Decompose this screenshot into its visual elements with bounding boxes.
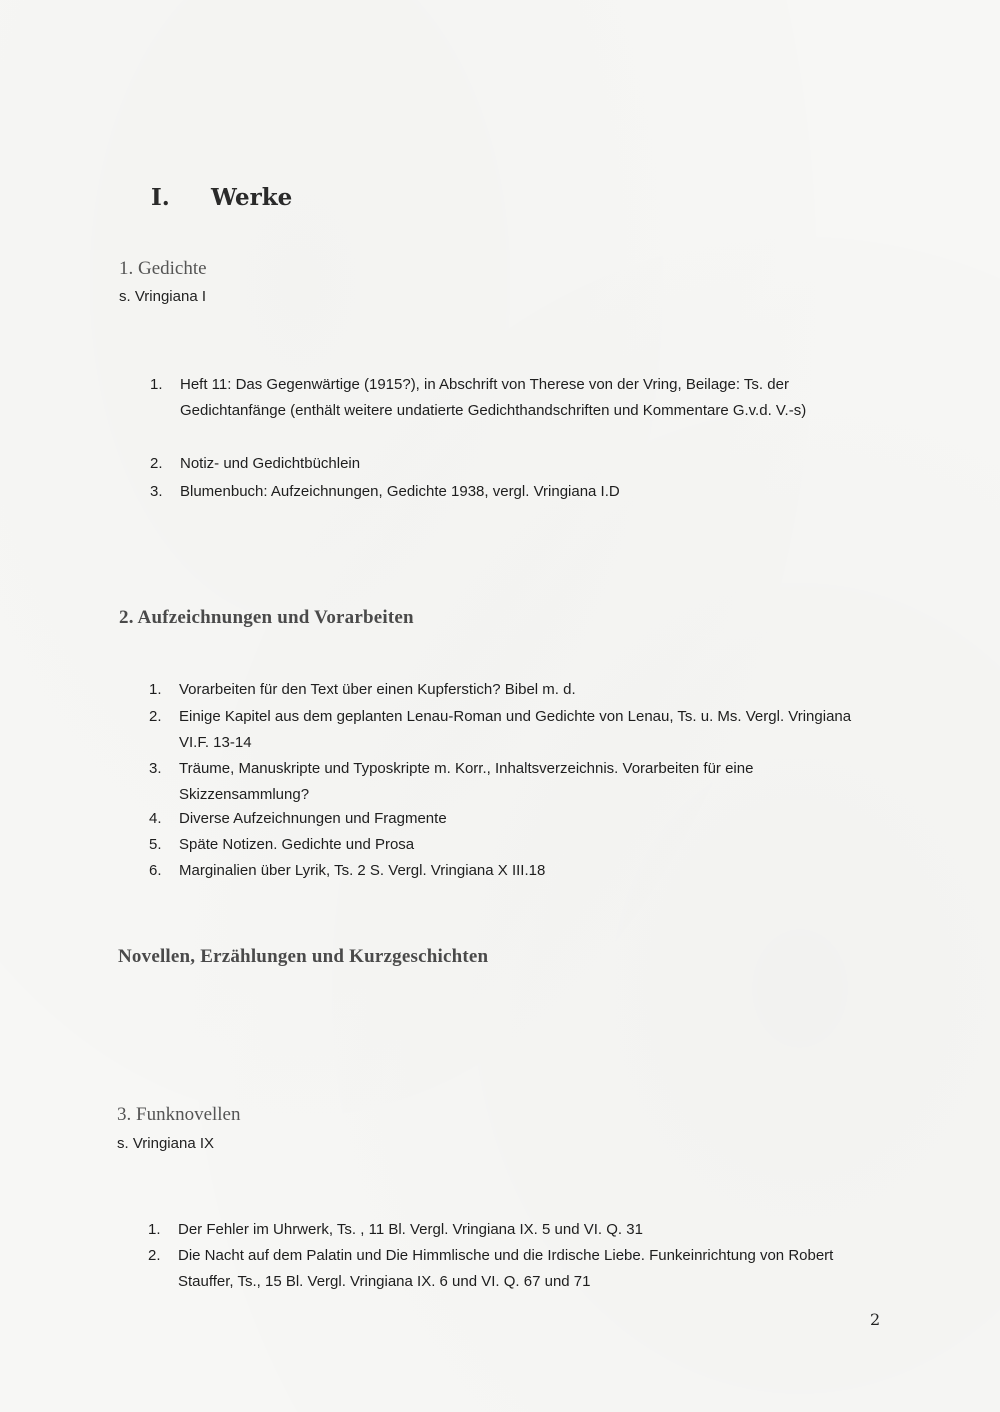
list-item-number: 2. <box>148 1247 161 1264</box>
list-item-text: Die Nacht auf dem Palatin und Die Himmlische und die Irdische Liebe. Funkeinrichtung von Robert Stauffer, Ts., 15 Bl. Vergl. Vringiana IX. 6 und VI. Q. 67 und 71 <box>178 1247 834 1290</box>
section-title-funknovellen: 3. Funknovellen <box>117 1104 241 1125</box>
list-item <box>148 1217 870 1243</box>
section-title-gedichte: 1. Gedichte <box>119 258 207 279</box>
page-title: Werke <box>211 184 293 211</box>
list-item <box>149 858 869 884</box>
list-item-number: 3. <box>150 483 163 500</box>
list-item-text: Diverse Aufzeichnungen und Fragmente <box>179 810 447 827</box>
list-item <box>148 1243 870 1295</box>
list-item-text: Blumenbuch: Aufzeichnungen, Gedichte 1938, vergl. Vringiana I.D <box>180 483 620 500</box>
list-item-number: 4. <box>149 810 162 827</box>
list-item-number: 1. <box>150 376 163 393</box>
list-item-text: Marginalien über Lyrik, Ts. 2 S. Vergl. Vringiana X III.18 <box>179 862 546 879</box>
list-item <box>149 756 869 808</box>
list-item-text: Heft 11: Das Gegenwärtige (1915?), in Abschrift von Therese von der Vring, Beilage: Ts. der Gedichtanfänge (enthält weitere undatierte Gedichthandschriften und Kommentare G.v.d. V.-s) <box>180 376 807 419</box>
list-item-number: 6. <box>149 862 162 879</box>
list-item-number: 2. <box>149 708 162 725</box>
list-item <box>149 806 869 832</box>
list-item-number: 3. <box>149 760 162 777</box>
list-item-text: Einige Kapitel aus dem geplanten Lenau-Roman und Gedichte von Lenau, Ts. u. Ms. Vergl. Vringiana VI.F. 13-14 <box>179 708 852 751</box>
list-item <box>149 832 869 858</box>
list-item-number: 1. <box>149 681 162 698</box>
section-title-novellen: Novellen, Erzählungen und Kurzgeschichten <box>118 946 489 967</box>
list-item <box>149 677 869 703</box>
list-item-number: 5. <box>149 836 162 853</box>
page-number: 2 <box>870 1310 881 1329</box>
list-item-number: 2. <box>150 455 163 472</box>
section-note-funknovellen: s. Vringiana IX <box>117 1135 214 1152</box>
list-item-text: Träume, Manuskripte und Typoskripte m. Korr., Inhaltsverzeichnis. Vorarbeiten für eine Skizzensammlung? <box>179 760 754 803</box>
list-item-text: Späte Notizen. Gedichte und Prosa <box>179 836 415 853</box>
list-item <box>150 479 870 505</box>
list-item-text: Notiz- und Gedichtbüchlein <box>180 455 361 472</box>
section-title-aufzeichnungen: 2. Aufzeichnungen und Vorarbeiten <box>119 607 414 628</box>
section-note-gedichte: s. Vringiana I <box>119 288 206 305</box>
list-item-number: 1. <box>148 1221 161 1238</box>
heading-numeral: I. <box>151 184 170 211</box>
list-item <box>150 372 870 450</box>
list-item <box>150 451 870 477</box>
list-item-text: Vorarbeiten für den Text über einen Kupferstich? Bibel m. d. <box>179 681 576 698</box>
list-item <box>149 704 869 756</box>
list-item-text: Der Fehler im Uhrwerk, Ts. , 11 Bl. Vergl. Vringiana IX. 5 und VI. Q. 31 <box>178 1221 643 1238</box>
